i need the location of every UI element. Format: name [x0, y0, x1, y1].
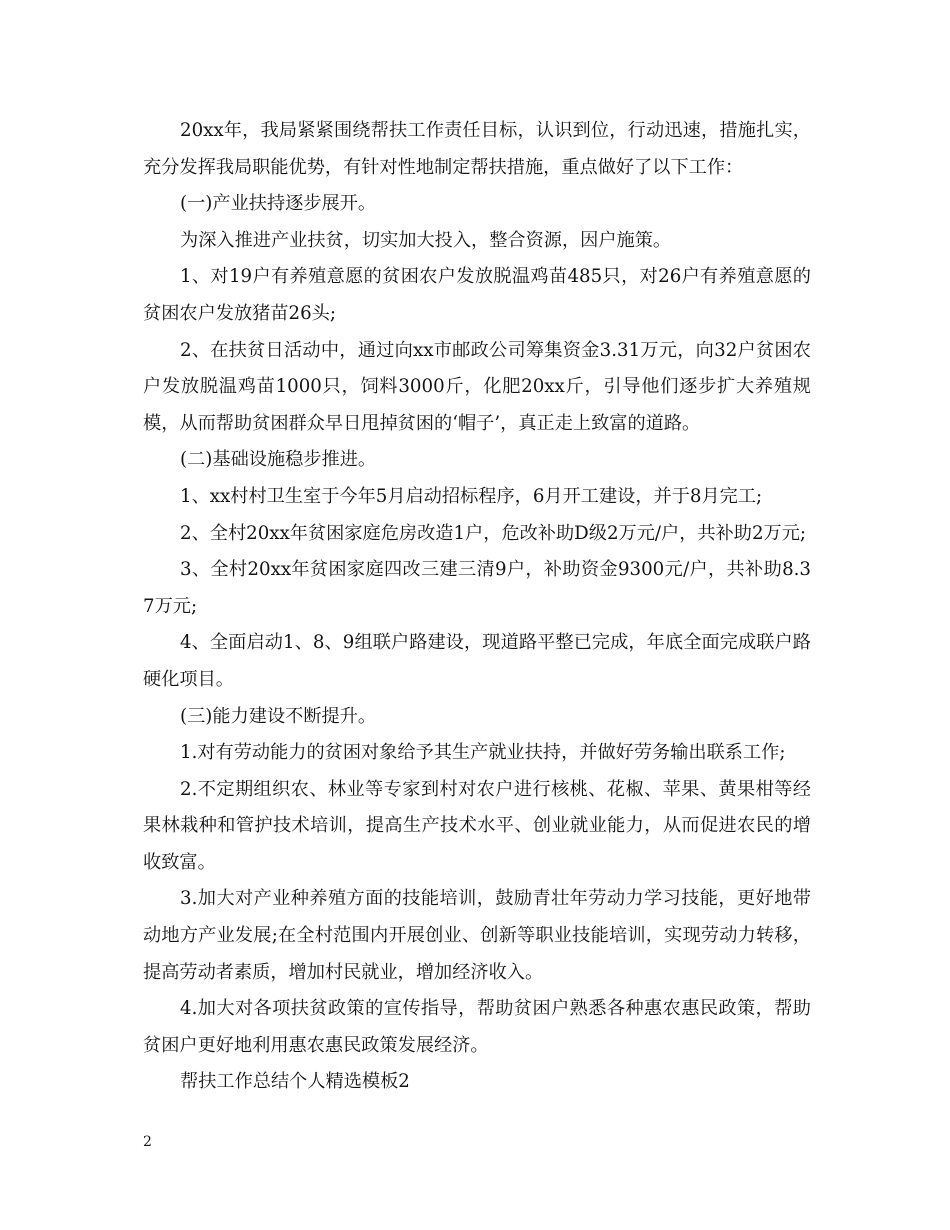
page-number: 2 [143, 1134, 152, 1150]
paragraph-industry-item-2: 2、在扶贫日活动中，通过向xx市邮政公司筹集资金3.31万元，向32户贫困农户发放脱温鸡苗1000只，饲料3000斤，化肥20xx斤，引导他们逐步扩大养殖规模，从而帮助贫困群众早日甩掉贫困的‘帽子’，真正走上致富的道路。 [143, 339, 811, 434]
section-heading-industry: (一)产业扶持逐步展开。 [180, 193, 377, 215]
paragraph-infrastructure-item-1: 1、xx村村卫生室于今年5月启动招标程序，6月开工建设，并于8月完工; [180, 485, 763, 507]
paragraph-industry-summary: 为深入推进产业扶贫，切实加大投入，整合资源，因户施策。 [180, 229, 672, 251]
section-heading-capacity: (三)能力建设不断提升。 [180, 705, 377, 727]
paragraph-capacity-item-4: 4.加大对各项扶贫政策的宣传指导，帮助贫困户熟悉各种惠农惠民政策，帮助贫困户更好地利用惠农惠民政策发展经济。 [143, 998, 811, 1056]
paragraph-industry-item-1: 1、对19户有养殖意愿的贫困农户发放脱温鸡苗485只，对26户有养殖意愿的贫困农户发放猪苗26头; [143, 266, 811, 324]
document-body [143, 113, 811, 1101]
paragraph-capacity-item-3: 3.加大对产业种养殖方面的技能培训，鼓励青壮年劳动力学习技能，更好地带动地方产业发展;在全村范围内开展创业、创新等职业技能培训，实现劳动力转移，提高劳动者素质，增加村民就业，增加经济收入。 [143, 888, 811, 983]
section-heading-infrastructure: (二)基础设施稳步推进。 [180, 449, 377, 471]
paragraph-infrastructure-item-2: 2、全村20xx年贫困家庭危房改造1户，危改补助D级2万元/户，共补助2万元; [180, 522, 807, 544]
paragraph-capacity-item-2: 2.不定期组织农、林业等专家到村对农户进行核桃、花椒、苹果、黄果柑等经果林栽种和管护技术培训，提高生产技术水平、创业就业能力，从而促进农民的增收致富。 [143, 778, 811, 873]
paragraph-capacity-item-1: 1.对有劳动能力的贫困对象给予其生产就业扶持，并做好劳务输出联系工作; [180, 742, 786, 764]
next-section-title: 帮扶工作总结个人精选模板2 [180, 1071, 410, 1093]
paragraph-infrastructure-item-3: 3、全村20xx年贫困家庭四改三建三清9户，补助资金9300元/户，共补助8.37万元; [143, 559, 811, 617]
paragraph-infrastructure-item-4: 4、全面启动1、8、9组联户路建设，现道路平整已完成，年底全面完成联户路硬化项目。 [143, 632, 811, 690]
paragraph-intro: 20xx年，我局紧紧围绕帮扶工作责任目标，认识到位，行动迅速，措施扎实，充分发挥我局职能优势，有针对性地制定帮扶措施，重点做好了以下工作： [143, 120, 811, 178]
